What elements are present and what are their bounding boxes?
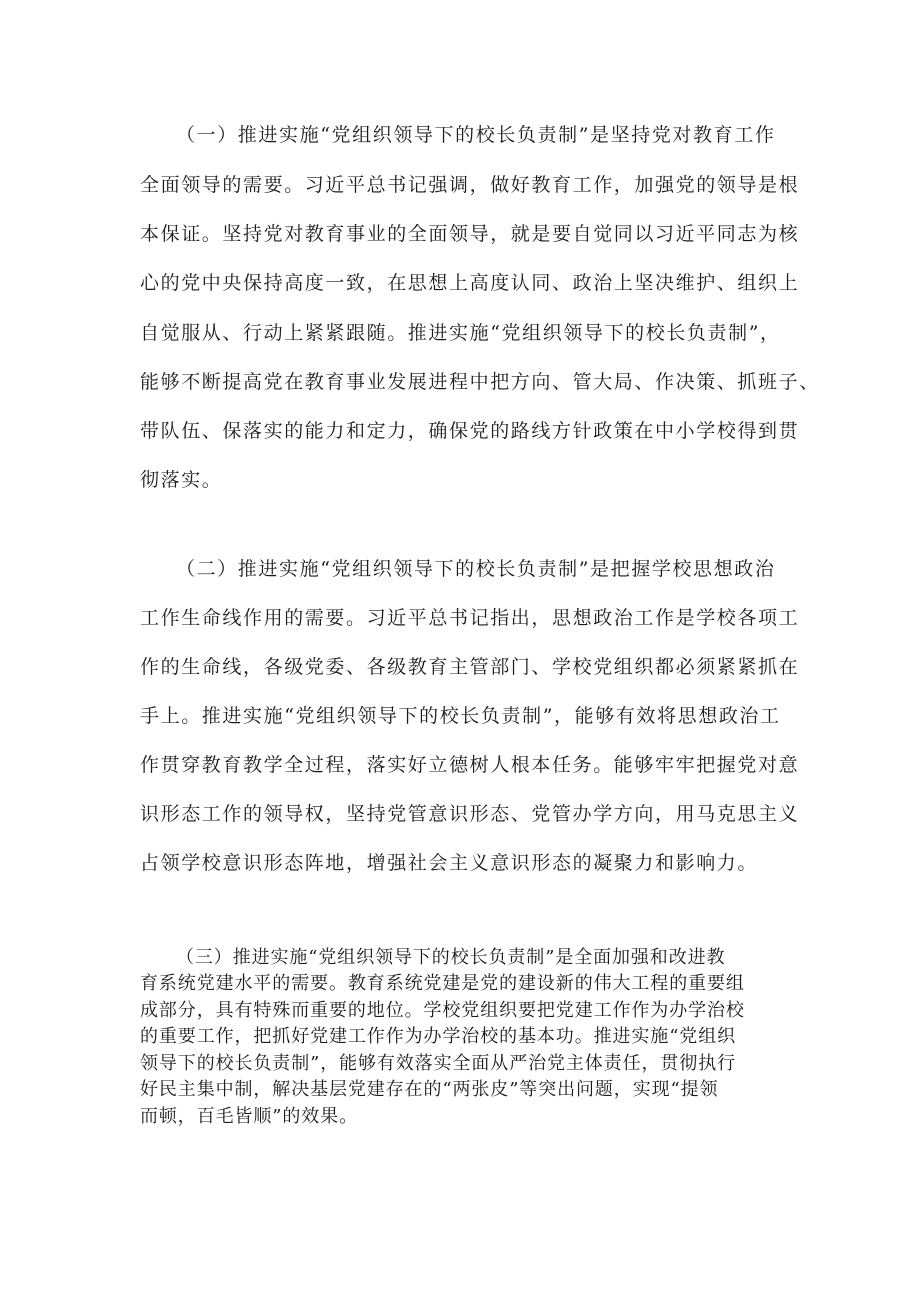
paragraph-line: 全面领导的需要。习近平总书记强调，做好教育工作，加强党的领导是根 (140, 174, 800, 196)
paragraph-line: 而顿，百毛皆顺”的效果。 (140, 1106, 359, 1127)
paragraph-line: 心的党中央保持高度一致，在思想上高度认同、政治上坚决维护、组织上 (140, 272, 800, 294)
paragraph-line: 的重要工作，把抓好党建工作作为办学治校的基本功。推进实施“党组织 (140, 1026, 736, 1047)
paragraph-line: 作贯穿教育教学全过程，落实好立德树人根本任务。能够牢牢把握党对意 (140, 754, 800, 776)
paragraph-line: 作的生命线，各级党委、各级教育主管部门、学校党组织都必须紧紧抓在 (140, 656, 800, 678)
paragraph-line: 带队伍、保落实的能力和定力，确保党的路线方针政策在中小学校得到贯 (140, 420, 800, 442)
paragraph-line: （二）推进实施“党组织领导下的校长负责制”是把握学校思想政治 (176, 558, 776, 580)
paragraph-line: 能够不断提高党在教育事业发展进程中把方向、管大局、作决策、抓班子、 (140, 371, 820, 393)
paragraph-line: 自觉服从、行动上紧紧跟随。推进实施“党组织领导下的校长负责制”， (140, 322, 781, 344)
paragraph-line: 识形态工作的领导权，坚持党管意识形态、党管办学方向，用马克思主义 (140, 803, 800, 825)
paragraph-line: 领导下的校长负责制”，能够有效落实全面从严治党主体责任，贯彻执行 (140, 1053, 736, 1074)
paragraph-line: 占领学校意识形态阵地，增强社会主义意识形态的凝聚力和影响力。 (140, 852, 759, 874)
paragraph-line: （一）推进实施“党组织领导下的校长负责制”是坚持党对教育工作 (176, 124, 776, 146)
paragraph-line: 好民主集中制，解决基层党建存在的“两张皮”等突出问题，实现“提领 (140, 1079, 719, 1100)
paragraph-line: （三）推进实施“党组织领导下的校长负责制”是全面加强和改进教 (176, 947, 726, 968)
paragraph-line: 彻落实。 (140, 469, 223, 491)
paragraph-line: 手上。推进实施“党组织领导下的校长负责制”，能够有效将思想政治工 (140, 705, 781, 727)
paragraph-line: 成部分，具有特殊而重要的地位。学校党组织要把党建工作作为办学治校 (140, 1000, 745, 1021)
paragraph-line: 工作生命线作用的需要。习近平总书记指出，思想政治工作是学校各项工 (140, 607, 800, 629)
paragraph-line: 育系统党建水平的需要。教育系统党建是党的建设新的伟大工程的重要组 (140, 973, 745, 994)
paragraph-line: 本保证。坚持党对教育事业的全面领导，就是要自觉同以习近平同志为核 (140, 223, 800, 245)
